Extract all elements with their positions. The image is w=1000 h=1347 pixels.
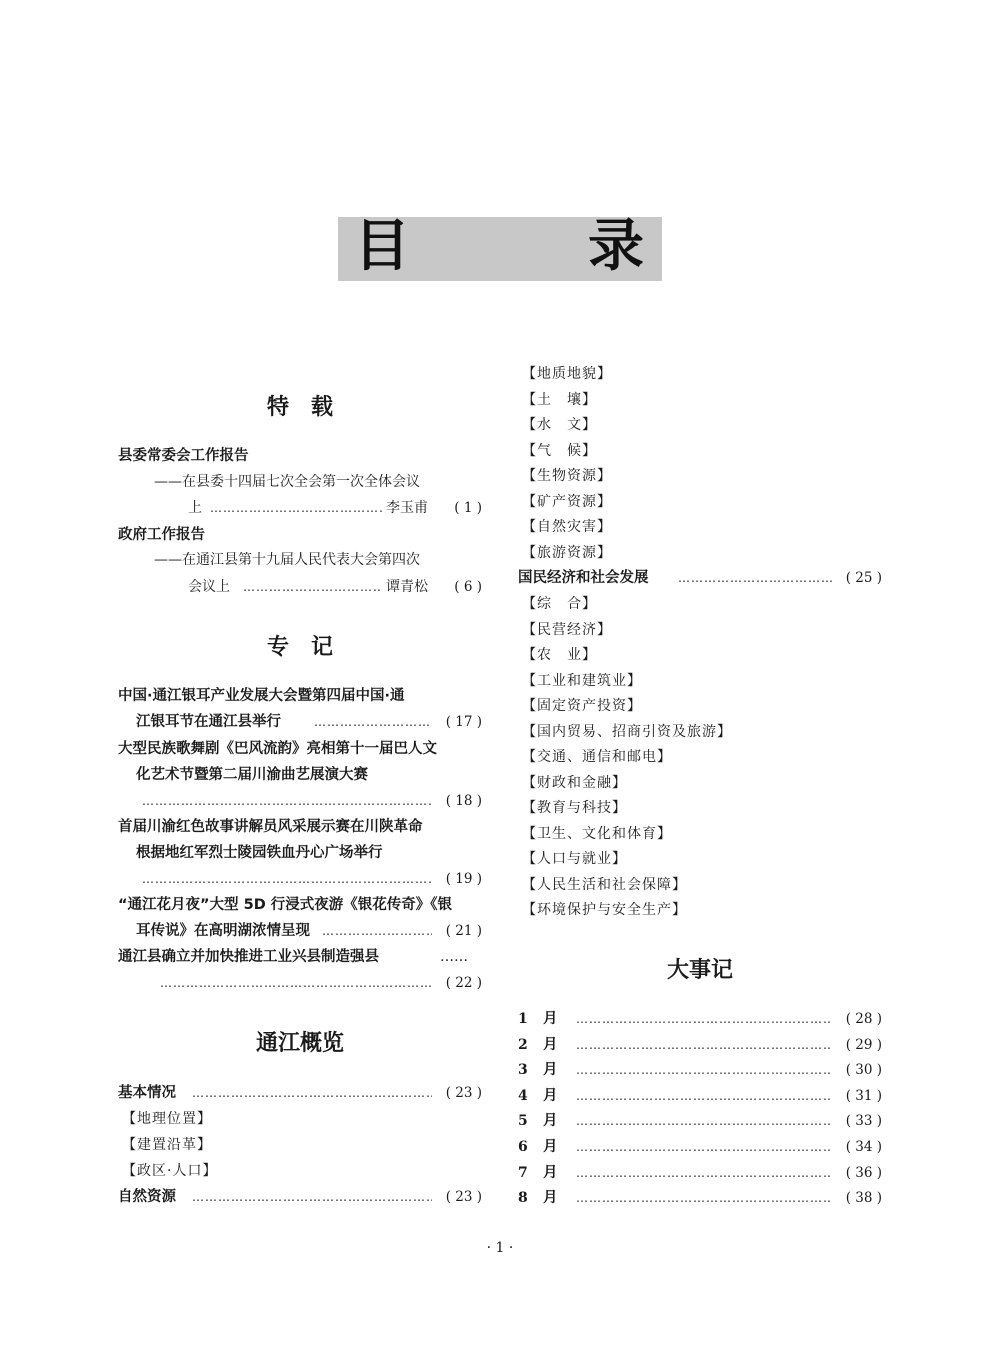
- toc-entry-page: ( 30 ): [845, 1062, 882, 1078]
- month-label: 月: [543, 1113, 558, 1129]
- toc-leader-dots-inline: ……: [440, 949, 468, 965]
- toc-entry-subtitle: 上: [188, 500, 202, 516]
- section-heading-events: 大事记: [666, 958, 733, 983]
- month-number: 4: [518, 1088, 528, 1104]
- toc-entry-subtitle: ——在通江县第十九届人民代表大会第四次: [154, 552, 420, 568]
- toc-leader-dots: [192, 1187, 432, 1207]
- toc-entry-page: ( 22 ): [445, 975, 482, 991]
- toc-entry-page: ( 28 ): [845, 1011, 882, 1027]
- month-label: 月: [543, 1165, 558, 1181]
- page-number: · 1 ·: [486, 1240, 514, 1256]
- toc-title-char-1: 目: [354, 214, 410, 279]
- toc-leader-dots: [678, 568, 832, 588]
- month-number: 2: [518, 1037, 528, 1053]
- toc-leader-dots: [142, 869, 432, 889]
- toc-leader-dots: [322, 921, 432, 941]
- toc-subentry[interactable]: 【民营经济】: [522, 622, 612, 638]
- toc-entry-author: 谭青松: [386, 579, 428, 595]
- toc-subentry[interactable]: 【交通、通信和邮电】: [522, 749, 672, 765]
- toc-subentry[interactable]: 【气 候】: [522, 443, 597, 459]
- toc-subentry[interactable]: 【土 壤】: [522, 392, 597, 408]
- toc-subentry[interactable]: 【卫生、文化和体育】: [522, 826, 672, 842]
- toc-entry-title[interactable]: 国民经济和社会发展: [518, 570, 649, 586]
- section-heading-special: 特 载: [266, 395, 333, 420]
- toc-entry-subtitle: ——在县委十四届七次全会第一次全体会议: [154, 474, 420, 490]
- toc-title-banner: [338, 214, 662, 281]
- toc-leader-dots: [576, 1060, 832, 1080]
- toc-entry-page: ( 6 ): [454, 579, 482, 595]
- month-number: 3: [518, 1062, 528, 1078]
- section-heading-feature: 专 记: [266, 635, 333, 660]
- toc-leader-dots: [576, 1163, 832, 1183]
- month-number: 8: [518, 1190, 528, 1206]
- toc-entry-page: ( 23 ): [445, 1189, 482, 1205]
- month-label: 月: [543, 1062, 558, 1078]
- month-label: 月: [543, 1139, 558, 1155]
- toc-subentry[interactable]: 【政区·人口】: [122, 1163, 218, 1179]
- toc-entry-title[interactable]: 自然资源: [118, 1189, 176, 1205]
- toc-leader-dots: [576, 1188, 832, 1208]
- toc-entry-title[interactable]: 政府工作报告: [118, 527, 205, 543]
- toc-entry-page: ( 29 ): [845, 1037, 882, 1053]
- section-heading-overview: 通江概览: [255, 1031, 344, 1056]
- toc-subentry[interactable]: 【环境保护与安全生产】: [522, 902, 687, 918]
- toc-entry-page: ( 34 ): [845, 1139, 882, 1155]
- month-label: 月: [543, 1037, 558, 1053]
- toc-leader-dots: [576, 1035, 832, 1055]
- toc-leader-dots: [576, 1086, 832, 1106]
- month-label: 月: [543, 1088, 558, 1104]
- toc-entry-title[interactable]: 县委常委会工作报告: [118, 448, 249, 464]
- toc-subentry[interactable]: 【地理位置】: [122, 1111, 212, 1127]
- toc-leader-dots: [576, 1137, 832, 1157]
- toc-entry-title-cont[interactable]: 化艺术节暨第二届川渝曲艺展演大赛: [136, 767, 368, 783]
- toc-subentry[interactable]: 【人口与就业】: [522, 851, 627, 867]
- toc-entry-title[interactable]: 大型民族歌舞剧《巴风流韵》亮相第十一届巴人文: [118, 741, 437, 757]
- toc-entry-page: ( 19 ): [445, 871, 482, 887]
- toc-leader-dots: [210, 498, 382, 518]
- toc-entry-page: ( 17 ): [445, 714, 482, 730]
- toc-entry-title[interactable]: 中国·通江银耳产业发展大会暨第四届中国·通: [118, 688, 405, 704]
- toc-subentry[interactable]: 【地质地貌】: [522, 366, 612, 382]
- toc-leader-dots: [142, 791, 432, 811]
- toc-leader-dots: [160, 973, 432, 993]
- toc-entry-page: ( 18 ): [445, 793, 482, 809]
- toc-entry-page: ( 38 ): [845, 1190, 882, 1206]
- toc-entry-title-cont[interactable]: 根据地红军烈士陵园铁血丹心广场举行: [136, 845, 383, 861]
- toc-entry-page: ( 23 ): [445, 1085, 482, 1101]
- toc-leader-dots: [576, 1009, 832, 1029]
- toc-leader-dots: [243, 577, 382, 597]
- toc-subentry[interactable]: 【国内贸易、招商引资及旅游】: [522, 724, 732, 740]
- toc-subentry[interactable]: 【教育与科技】: [522, 800, 627, 816]
- month-number: 7: [518, 1165, 528, 1181]
- toc-entry-title-cont[interactable]: 江银耳节在通江县举行: [136, 714, 281, 730]
- toc-subentry[interactable]: 【综 合】: [522, 596, 597, 612]
- toc-subentry[interactable]: 【自然灾害】: [522, 519, 612, 535]
- toc-entry-subtitle: 会议上: [188, 579, 230, 595]
- toc-entry-page: ( 36 ): [845, 1165, 882, 1181]
- toc-subentry[interactable]: 【建置沿革】: [122, 1137, 212, 1153]
- toc-subentry[interactable]: 【农 业】: [522, 647, 597, 663]
- toc-entry-page: ( 1 ): [454, 500, 482, 516]
- toc-leader-dots: [314, 712, 432, 732]
- toc-subentry[interactable]: 【水 文】: [522, 417, 597, 433]
- toc-entry-title-cont[interactable]: 耳传说》在高明湖浓情呈现: [136, 923, 310, 939]
- toc-subentry[interactable]: 【人民生活和社会保障】: [522, 877, 687, 893]
- month-number: 5: [518, 1113, 528, 1129]
- toc-subentry[interactable]: 【生物资源】: [522, 468, 612, 484]
- toc-entry-author: 李玉甫: [386, 500, 428, 516]
- month-number: 1: [518, 1011, 528, 1027]
- toc-subentry[interactable]: 【财政和金融】: [522, 775, 627, 791]
- toc-entry-title[interactable]: 首届川渝红色故事讲解员风采展示赛在川陕革命: [118, 819, 423, 835]
- toc-entry-page: ( 31 ): [845, 1088, 882, 1104]
- toc-entry-title[interactable]: 通江县确立并加快推进工业兴县制造强县: [118, 949, 379, 965]
- toc-subentry[interactable]: 【矿产资源】: [522, 494, 612, 510]
- month-number: 6: [518, 1139, 528, 1155]
- toc-leader-dots: [576, 1111, 832, 1131]
- toc-subentry[interactable]: 【工业和建筑业】: [522, 673, 642, 689]
- toc-subentry[interactable]: 【旅游资源】: [522, 545, 612, 561]
- toc-entry-page: ( 21 ): [445, 923, 482, 939]
- toc-entry-page: ( 25 ): [845, 570, 882, 586]
- toc-title-char-2: 录: [588, 214, 644, 279]
- month-label: 月: [543, 1011, 558, 1027]
- toc-entry-page: ( 33 ): [845, 1113, 882, 1129]
- toc-entry-title[interactable]: 基本情况: [118, 1085, 176, 1101]
- month-label: 月: [543, 1190, 558, 1206]
- toc-subentry[interactable]: 【固定资产投资】: [522, 698, 642, 714]
- toc-entry-title[interactable]: “通江花月夜”大型 5D 行浸式夜游《银花传奇》《银: [118, 897, 453, 913]
- toc-leader-dots: [192, 1083, 432, 1103]
